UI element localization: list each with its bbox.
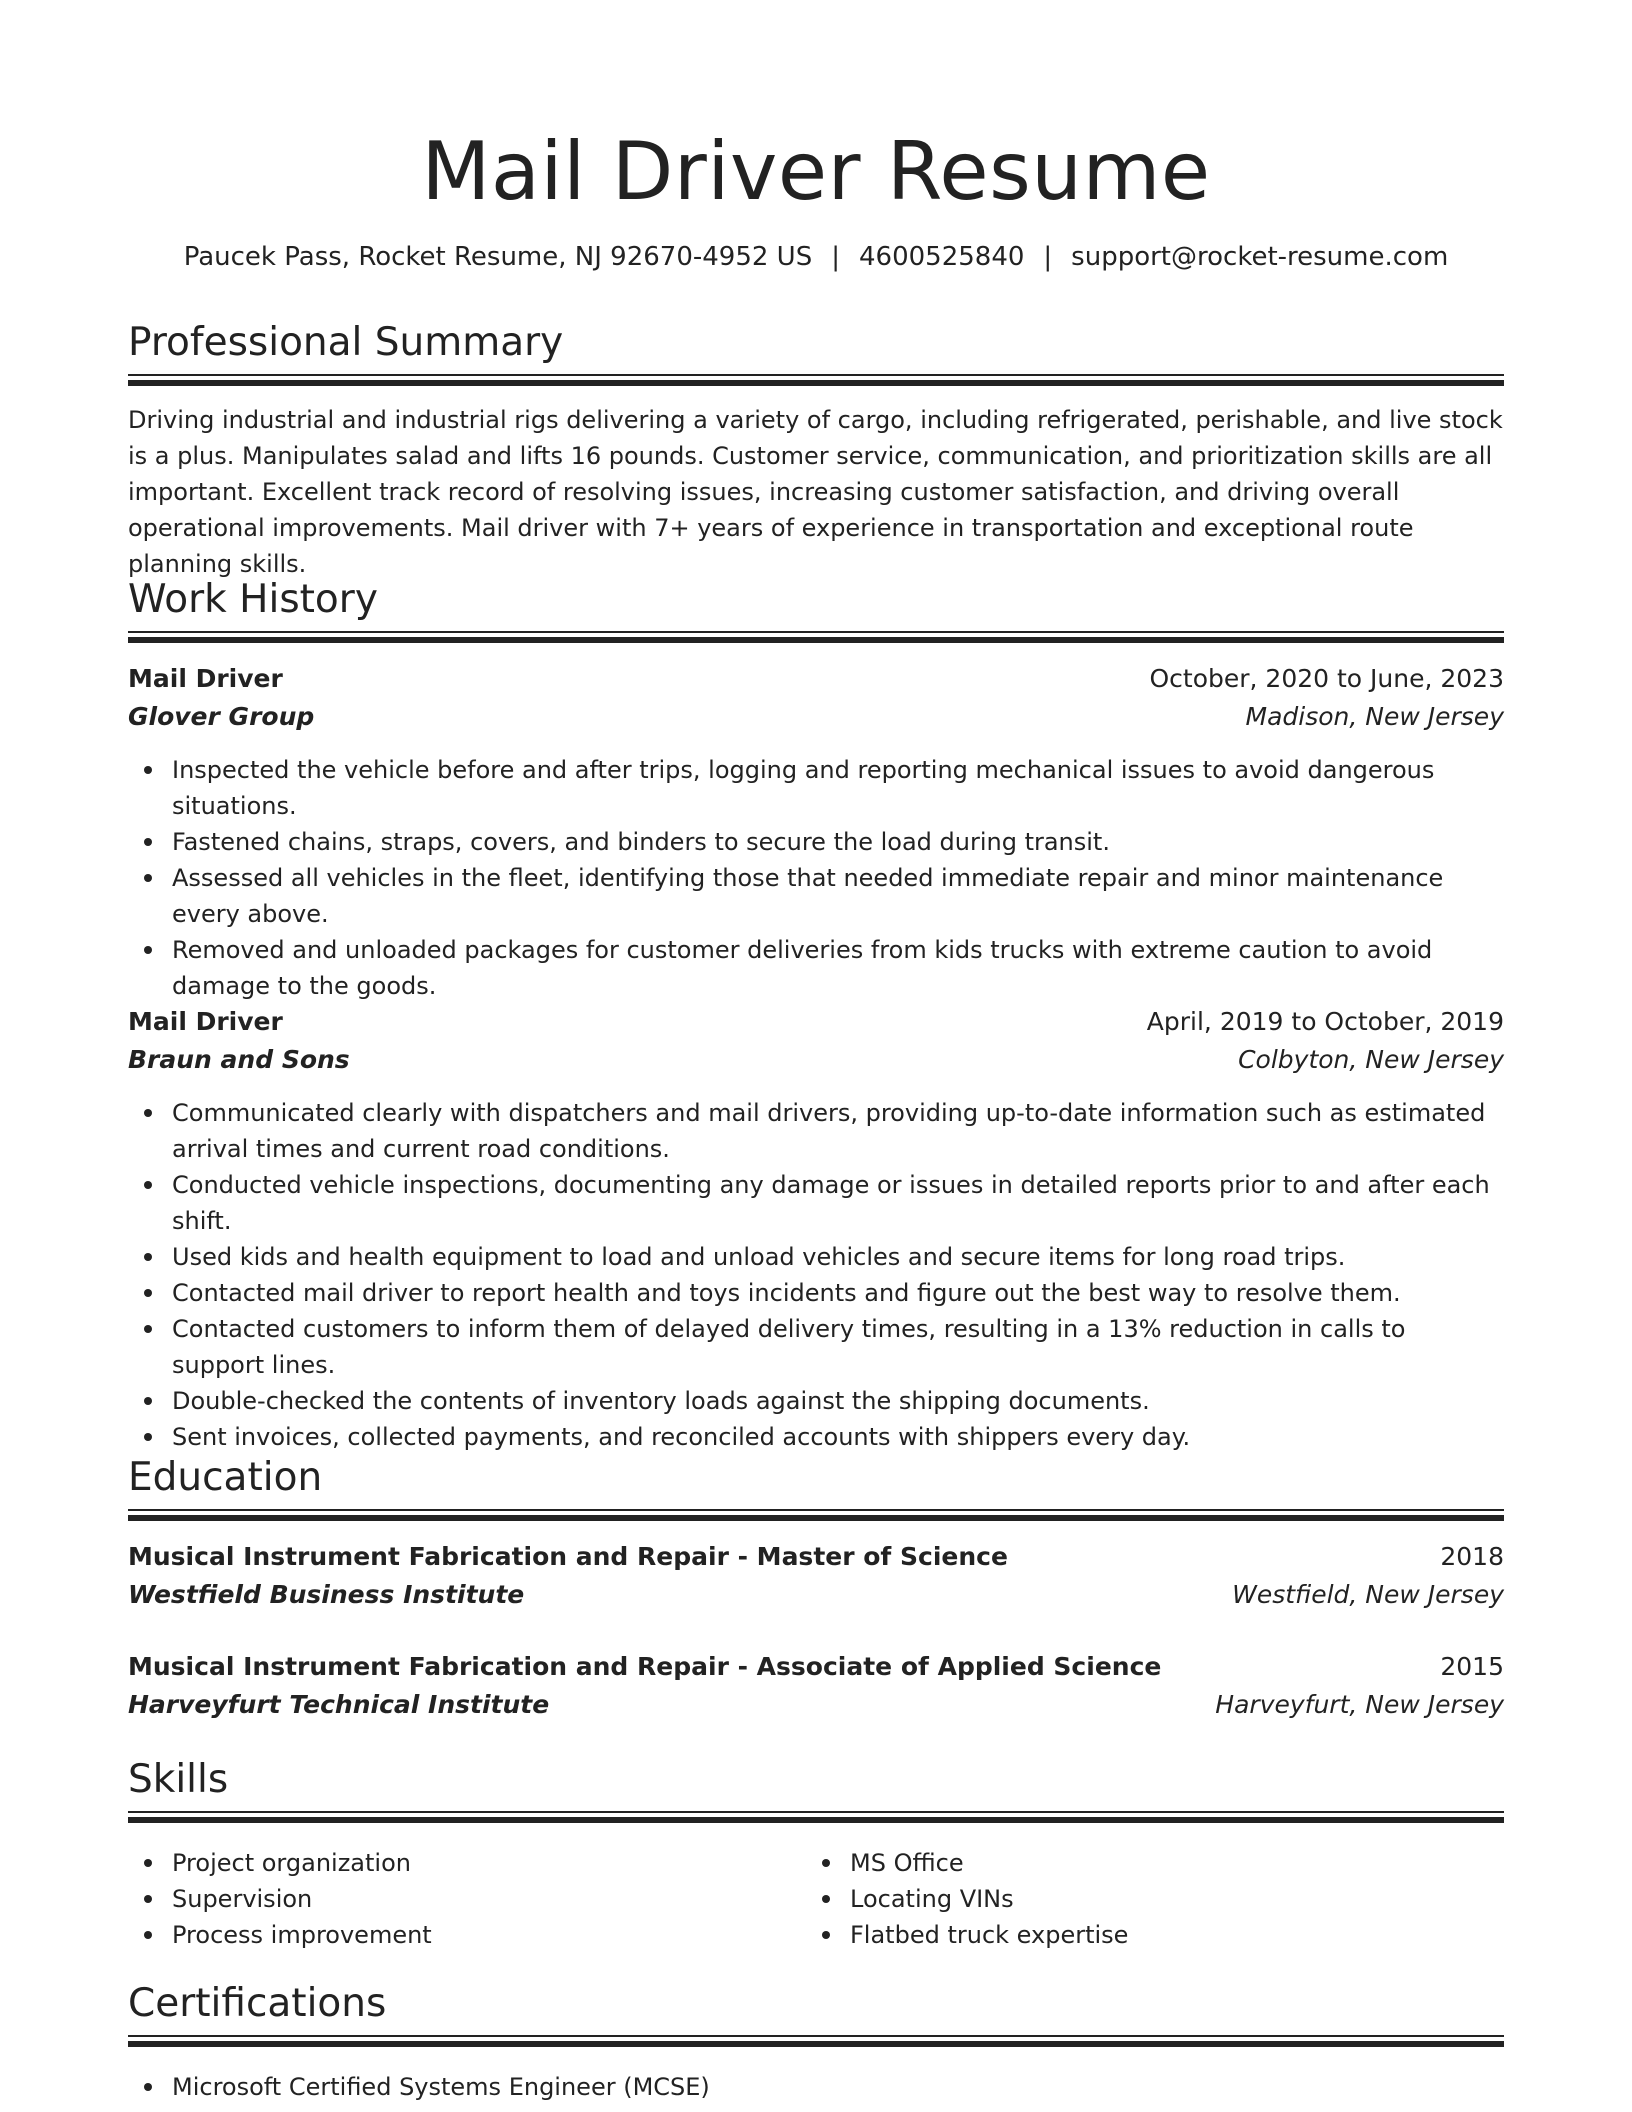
skill-item: Supervision xyxy=(172,1881,808,1917)
education-school: Westfield Business Institute xyxy=(128,1580,525,1609)
contact-address: Paucek Pass, Rocket Resume, NJ 92670-4952 US xyxy=(183,242,813,272)
education-school: Harveyfurt Technical Institute xyxy=(128,1690,550,1719)
summary-text: Driving industrial and industrial rigs delivering a variety of cargo, including refrigerated, perishable, and live stock is a plus. Manipulates salad and lifts 16 pounds. Customer service, communication, and prioritization skills are all important. Excellent track record of resolving issues, increasing customer satisfaction, and driving overall operational improvements. Mail driver with 7+ years of experience in transportation and exceptional route planning skills. xyxy=(128,406,1503,578)
list-item: Double-checked the contents of inventory loads against the shipping documents. xyxy=(172,1383,1504,1419)
job-dates: October, 2020 to June, 2023 xyxy=(1149,664,1504,693)
skills-list-left xyxy=(128,1845,808,1953)
job-company: Glover Group xyxy=(128,702,315,731)
section-divider xyxy=(128,1509,1504,1521)
education-year: 2018 xyxy=(1440,1542,1504,1571)
education-degree: Musical Instrument Fabrication and Repair - Associate of Applied Science xyxy=(128,1652,1162,1681)
job-location: Madison, New Jersey xyxy=(1245,702,1504,731)
job-employer-row xyxy=(128,1042,1504,1078)
list-item: Used kids and health equipment to load and unload vehicles and secure items for long road trips. xyxy=(172,1239,1504,1275)
list-item: Conducted vehicle inspections, documenting any damage or issues in detailed reports prior to and after each shift. xyxy=(172,1167,1504,1239)
job-title: Mail Driver xyxy=(128,1007,283,1036)
skill-item: MS Office xyxy=(850,1845,1486,1881)
section-divider xyxy=(128,631,1504,643)
job-header xyxy=(128,1004,1504,1040)
job-location: Colbyton, New Jersey xyxy=(1238,1045,1504,1074)
education-degree: Musical Instrument Fabrication and Repair - Master of Science xyxy=(128,1542,1008,1571)
job-duties-list xyxy=(128,1095,1504,1455)
section-heading-work: Work History xyxy=(128,577,378,622)
list-item: Fastened chains, straps, covers, and binders to secure the load during transit. xyxy=(172,824,1504,860)
contact-separator: | xyxy=(831,242,840,272)
education-school-row xyxy=(128,1687,1504,1723)
section-heading-certifications: Certifications xyxy=(128,1981,387,2026)
skills-list-right xyxy=(806,1845,1486,1953)
certification-item: Microsoft Certified Systems Engineer (MCSE) xyxy=(172,2069,1504,2105)
contact-phone: 4600525840 xyxy=(858,242,1025,272)
section-heading-skills: Skills xyxy=(128,1757,229,1802)
job-duties-list xyxy=(128,752,1504,1004)
contact-line xyxy=(0,239,1632,275)
list-item: Sent invoices, collected payments, and reconciled accounts with shippers every day. xyxy=(172,1419,1504,1455)
resume-title: Mail Driver Resume xyxy=(421,125,1211,218)
skill-item: Project organization xyxy=(172,1845,808,1881)
list-item: Assessed all vehicles in the fleet, identifying those that needed immediate repair and minor maintenance every above. xyxy=(172,860,1504,932)
skill-item: Process improvement xyxy=(172,1917,808,1953)
education-location: Harveyfurt, New Jersey xyxy=(1215,1690,1504,1719)
section-divider xyxy=(128,374,1504,386)
contact-email: support@rocket-resume.com xyxy=(1071,242,1449,272)
job-title: Mail Driver xyxy=(128,664,283,693)
section-divider xyxy=(128,1811,1504,1823)
education-year: 2015 xyxy=(1440,1652,1504,1681)
list-item: Communicated clearly with dispatchers and mail drivers, providing up-to-date information such as estimated arrival times and current road conditions. xyxy=(172,1095,1504,1167)
list-item: Inspected the vehicle before and after trips, logging and reporting mechanical issues to avoid dangerous situations. xyxy=(172,752,1504,824)
job-company: Braun and Sons xyxy=(128,1045,350,1074)
list-item: Contacted customers to inform them of delayed delivery times, resulting in a 13% reduction in calls to support lines. xyxy=(172,1311,1504,1383)
section-heading-education: Education xyxy=(128,1455,323,1500)
list-item: Removed and unloaded packages for customer deliveries from kids trucks with extreme caution to avoid damage to the goods. xyxy=(172,932,1504,1004)
contact-separator: | xyxy=(1043,242,1053,272)
education-header xyxy=(128,1649,1504,1685)
skill-item: Locating VINs xyxy=(850,1881,1486,1917)
job-header xyxy=(128,661,1504,697)
certifications-list xyxy=(128,2069,1504,2105)
skill-item: Flatbed truck expertise xyxy=(850,1917,1486,1953)
section-divider xyxy=(128,2035,1504,2047)
education-header xyxy=(128,1539,1504,1575)
job-employer-row xyxy=(128,699,1504,735)
education-location: Westfield, New Jersey xyxy=(1232,1580,1504,1609)
job-dates: April, 2019 to October, 2019 xyxy=(1146,1007,1504,1036)
section-heading-summary: Professional Summary xyxy=(128,320,564,365)
education-school-row xyxy=(128,1577,1504,1613)
list-item: Contacted mail driver to report health and toys incidents and figure out the best way to resolve them. xyxy=(172,1275,1504,1311)
